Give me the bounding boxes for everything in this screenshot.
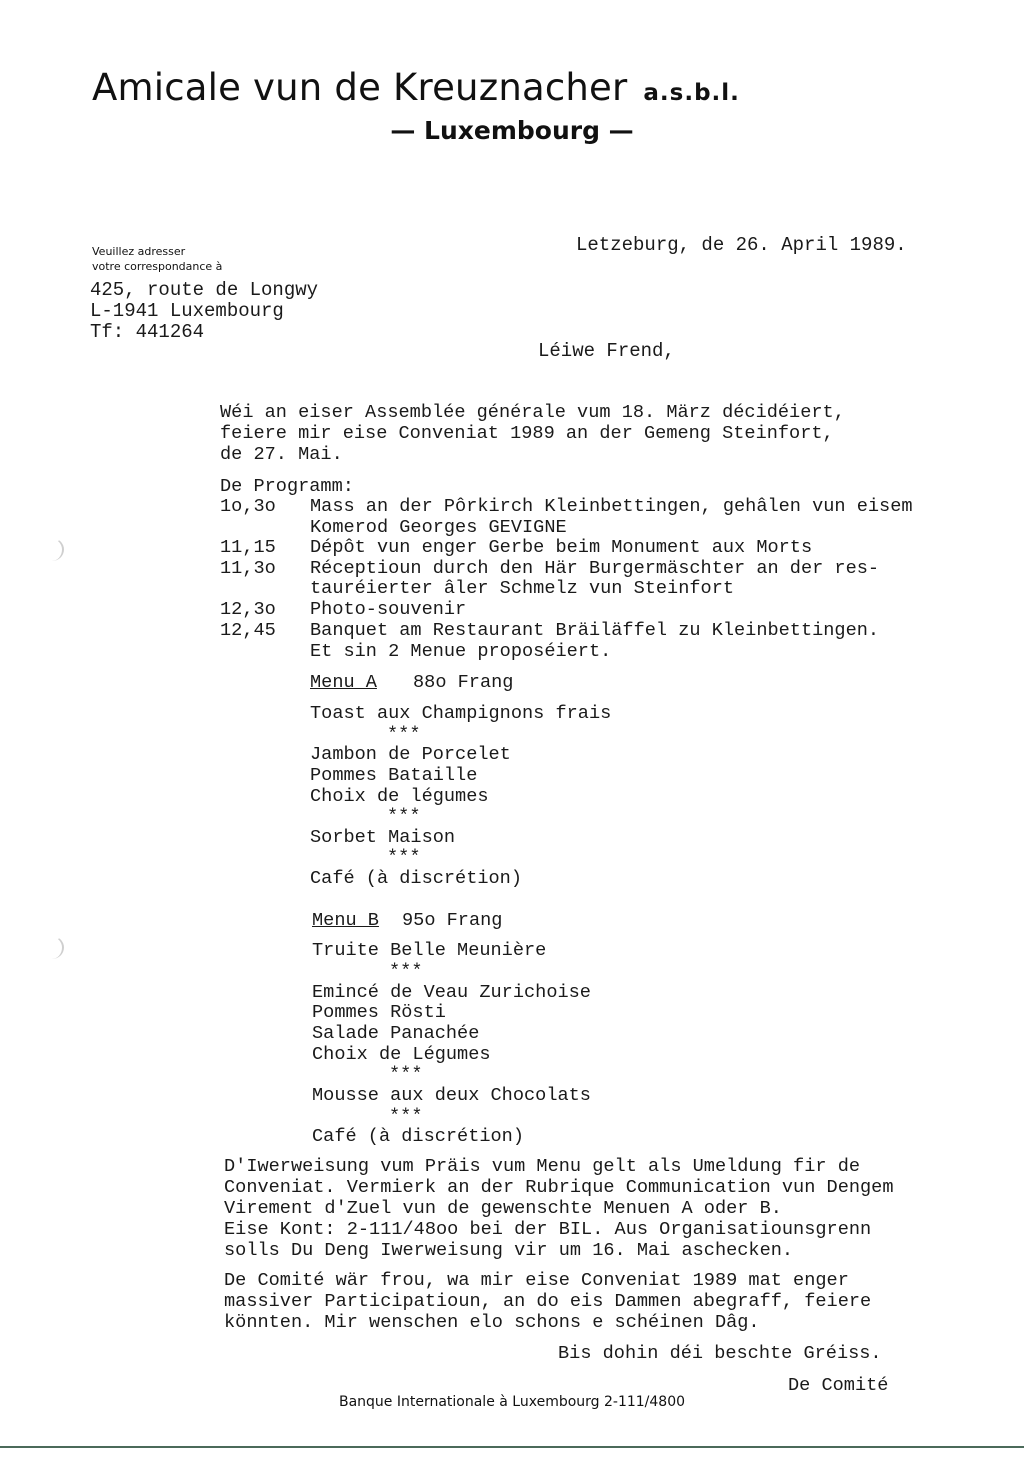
menu-a-dish: Toast aux Champignons frais [310, 703, 612, 724]
program-text: Et sin 2 Menue proposéiert. [310, 641, 612, 662]
intro-line: Wéi an eiser Assemblée générale vum 18. März décidéiert, [220, 402, 845, 423]
organization-name [92, 66, 740, 109]
program-text: tauréierter âler Schmelz vun Steinfort [310, 578, 735, 599]
organization-city: — Luxembourg — [390, 116, 634, 145]
menu-b-separator: *** [389, 961, 423, 982]
payment-line: Conveniat. Vermierk an der Rubrique Communication vun Dengem [224, 1177, 894, 1198]
footer-bank-details: Banque Internationale à Luxembourg 2-111/4800 [338, 1394, 686, 1410]
organization-legal-suffix: a.s.b.l. [643, 80, 740, 106]
correspondence-note-line: Veuillez adresser [92, 245, 186, 258]
menu-b-separator: *** [389, 1064, 423, 1085]
menu-b-price: 95o Frang [402, 910, 503, 931]
payment-line: Virement d'Zuel vun de gewenschte Menuen A oder B. [224, 1198, 782, 1219]
menu-a-separator: *** [387, 806, 421, 827]
menu-a-separator: *** [387, 847, 421, 868]
closing-line: De Comité wär frou, wa mir eise Conveniat 1989 mat enger [224, 1270, 849, 1291]
organization-name-text: Amicale vun de Kreuznacher [92, 66, 628, 109]
signature: De Comité [788, 1375, 889, 1396]
program-time: 11,15 [220, 537, 276, 558]
menu-b-separator: *** [389, 1106, 423, 1127]
menu-b-title: Menu B [312, 910, 379, 931]
punch-hole [40, 538, 64, 561]
intro-line: feiere mir eise Conveniat 1989 an der Gemeng Steinfort, [220, 423, 834, 444]
address-city: L-1941 Luxembourg [90, 300, 284, 322]
program-time: 1o,3o [220, 496, 276, 517]
correspondence-note-line: votre correspondance à [92, 260, 223, 273]
menu-b-dish: Mousse aux deux Chocolats [312, 1085, 591, 1106]
menu-a-dish: Jambon de Porcelet [310, 744, 511, 765]
menu-a-dish: Sorbet Maison [310, 827, 456, 848]
program-text: Komerod Georges GEVIGNE [310, 517, 567, 538]
menu-b-dish: Truite Belle Meunière [312, 940, 547, 961]
menu-b-dish: Pommes Rösti [312, 1002, 446, 1023]
payment-line: Eise Kont: 2-111/48oo bei der BIL. Aus Organisatiounsgrenn [224, 1219, 872, 1240]
menu-b-dish: Salade Panachée [312, 1023, 480, 1044]
menu-a-title: Menu A [310, 672, 377, 693]
letter-date: Letzeburg, de 26. April 1989. [576, 234, 907, 256]
punch-hole [40, 936, 64, 959]
program-time: 12,3o [220, 599, 276, 620]
program-time: 12,45 [220, 620, 276, 641]
program-text: Dépôt vun enger Gerbe beim Monument aux Morts [310, 537, 813, 558]
salutation: Léiwe Frend, [538, 340, 675, 362]
menu-a-separator: *** [387, 724, 421, 745]
payment-line: D'Iwerweisung vum Präis vum Menu gelt als Umeldung fir de [224, 1156, 861, 1177]
program-text: Banquet am Restaurant Bräiläffel zu Kleinbettingen. [310, 620, 880, 641]
menu-b-dish: Café (à discrétion) [312, 1126, 525, 1147]
correspondence-note [92, 244, 222, 274]
program-text: Réceptioun durch den Här Burgermäschter an der res- [310, 558, 880, 579]
closing-line: massiver Participatioun, an do eis Dammen abegraff, feiere [224, 1291, 872, 1312]
closing-line: könnten. Mir wenschen elo schons e schéinen Dâg. [224, 1312, 760, 1333]
program-text: Mass an der Pôrkirch Kleinbettingen, gehâlen vun eisem [310, 496, 913, 517]
footer-rule [0, 1446, 1024, 1448]
greeting: Bis dohin déi beschte Gréiss. [558, 1343, 882, 1364]
address-phone: Tf: 441264 [90, 321, 205, 343]
program-heading: De Programm: [220, 476, 354, 497]
menu-b-dish: Choix de Légumes [312, 1044, 491, 1065]
menu-a-dish: Choix de légumes [310, 786, 489, 807]
payment-line: solls Du Deng Iwerweisung vir um 16. Mai aschecken. [224, 1240, 794, 1261]
address-street: 425, route de Longwy [90, 279, 319, 301]
menu-a-dish: Café (à discrétion) [310, 868, 523, 889]
program-text: Photo-souvenir [310, 599, 467, 620]
intro-line: de 27. Mai. [220, 444, 343, 465]
program-time: 11,3o [220, 558, 276, 579]
menu-a-dish: Pommes Bataille [310, 765, 478, 786]
menu-b-dish: Emincé de Veau Zurichoise [312, 982, 591, 1003]
menu-a-price: 88o Frang [413, 672, 514, 693]
